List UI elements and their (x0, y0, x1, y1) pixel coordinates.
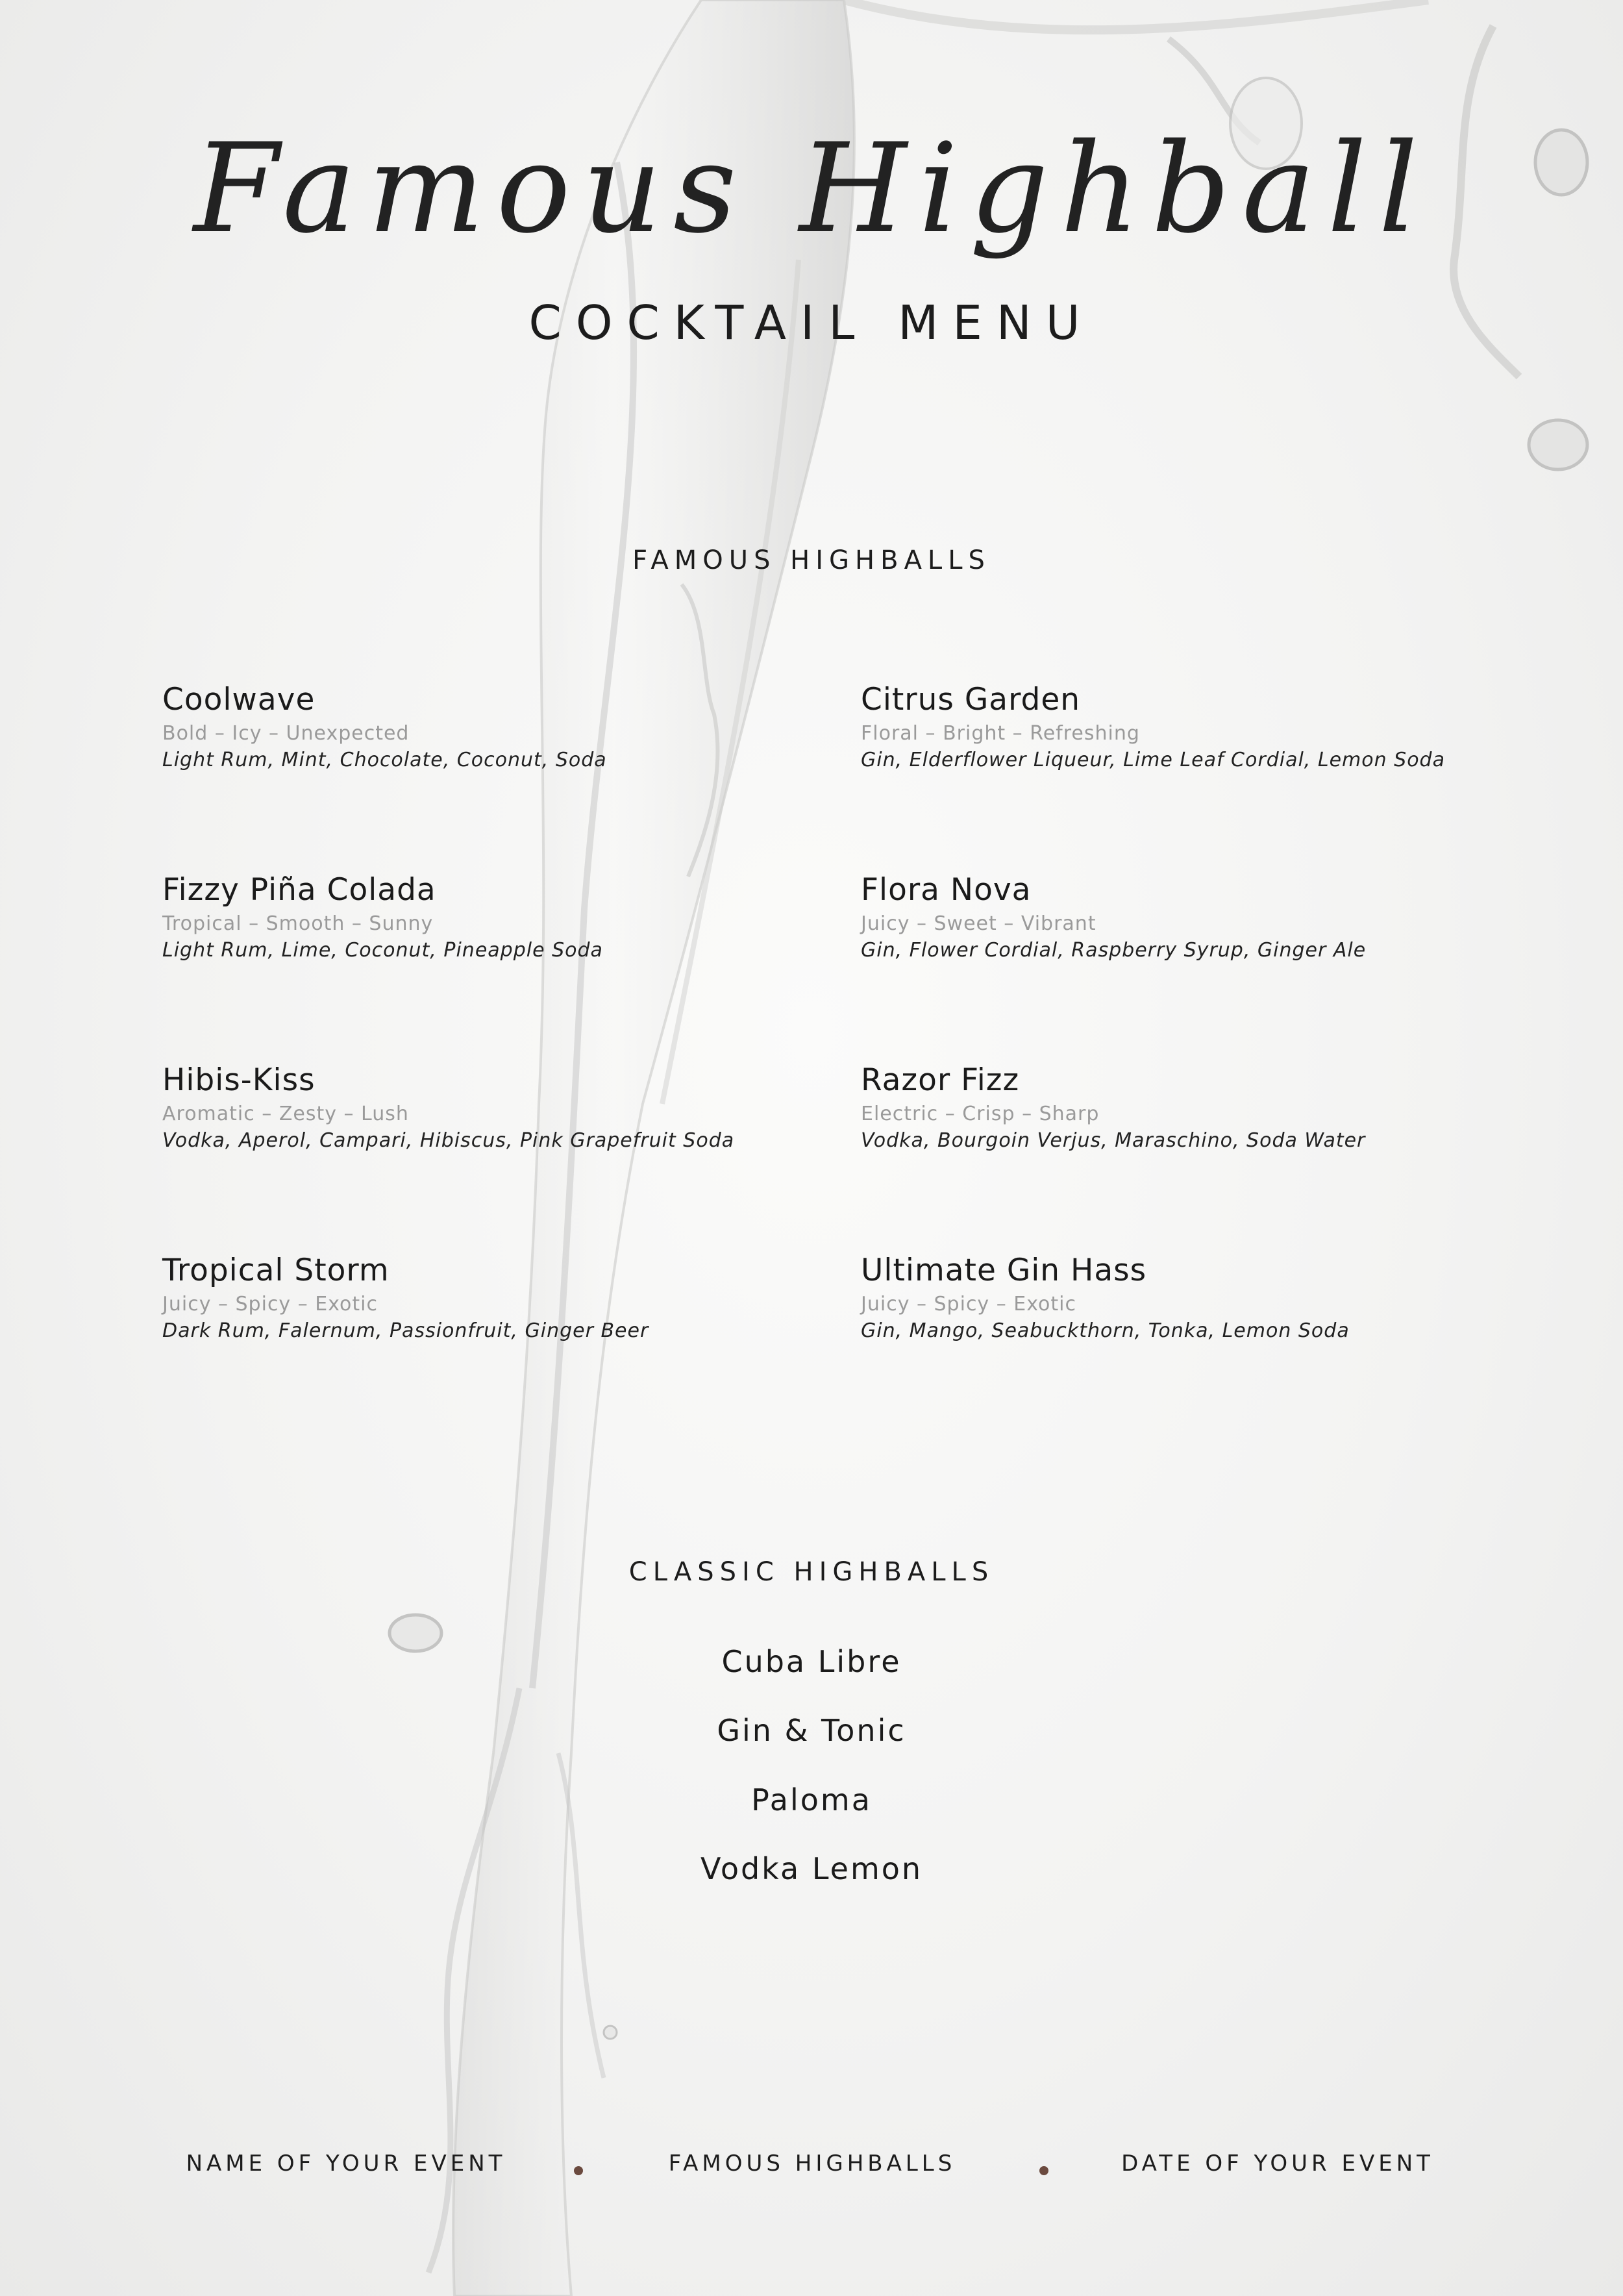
menu-item-coolwave (162, 680, 812, 773)
item-name: Hibis-Kiss (162, 1062, 316, 1098)
classic-item: Vodka Lemon (700, 1851, 923, 1886)
menu-item-fizzy-pina-colada (162, 871, 812, 963)
item-tags: Juicy – Spicy – Exotic (162, 1293, 378, 1316)
item-tags: Tropical – Smooth – Sunny (162, 912, 434, 935)
menu-item-ultimate-gin-hass (861, 1251, 1510, 1343)
menu-item-razor-fizz (861, 1061, 1510, 1153)
section-title-classic: CLASSIC HIGHBALLS (628, 1557, 995, 1587)
item-ingredients: Gin, Elderflower Liqueur, Lime Leaf Cordial, Lemon Soda (861, 749, 1445, 771)
classic-item: Paloma (751, 1782, 872, 1817)
menu-item-hibis-kiss (162, 1061, 812, 1153)
menu-item-citrus-garden (861, 680, 1510, 773)
footer-dot-divider (1039, 2166, 1048, 2175)
item-ingredients: Light Rum, Lime, Coconut, Pineapple Soda (162, 939, 603, 962)
item-name: Coolwave (162, 682, 316, 718)
item-name: Razor Fizz (861, 1062, 1020, 1098)
item-tags: Juicy – Spicy – Exotic (861, 1293, 1076, 1316)
item-name: Flora Nova (861, 872, 1032, 908)
item-ingredients: Light Rum, Mint, Chocolate, Coconut, Soda (162, 749, 607, 771)
item-tags: Juicy – Sweet – Vibrant (861, 912, 1096, 935)
footer-event-date: DATE OF YOUR EVENT (1121, 2151, 1434, 2177)
item-name: Fizzy Piña Colada (162, 872, 436, 908)
item-name: Citrus Garden (861, 682, 1081, 718)
item-name: Ultimate Gin Hass (861, 1253, 1147, 1288)
item-tags: Aromatic – Zesty – Lush (162, 1103, 409, 1125)
section-title-famous: FAMOUS HIGHBALLS (632, 545, 991, 575)
item-ingredients: Vodka, Aperol, Campari, Hibiscus, Pink Grapefruit Soda (162, 1129, 735, 1152)
item-ingredients: Vodka, Bourgoin Verjus, Maraschino, Soda Water (861, 1129, 1366, 1152)
footer-dot-divider (574, 2166, 583, 2175)
item-tags: Electric – Crisp – Sharp (861, 1103, 1100, 1125)
footer-brand: FAMOUS HIGHBALLS (668, 2151, 956, 2177)
item-ingredients: Gin, Mango, Seabuckthorn, Tonka, Lemon Soda (861, 1319, 1350, 1342)
menu-subtitle: COCKTAIL MENU (528, 295, 1095, 350)
menu-item-tropical-storm (162, 1251, 812, 1343)
menu-title: Famous Highball (193, 117, 1430, 260)
classic-item: Cuba Libre (721, 1644, 902, 1679)
item-tags: Bold – Icy – Unexpected (162, 722, 410, 745)
item-ingredients: Gin, Flower Cordial, Raspberry Syrup, Ginger Ale (861, 939, 1367, 962)
item-name: Tropical Storm (162, 1253, 390, 1288)
item-tags: Floral – Bright – Refreshing (861, 722, 1140, 745)
item-ingredients: Dark Rum, Falernum, Passionfruit, Ginger Beer (162, 1319, 649, 1342)
menu-item-flora-nova (861, 871, 1510, 963)
footer-event-name: NAME OF YOUR EVENT (186, 2151, 506, 2177)
classic-item: Gin & Tonic (717, 1713, 906, 1748)
